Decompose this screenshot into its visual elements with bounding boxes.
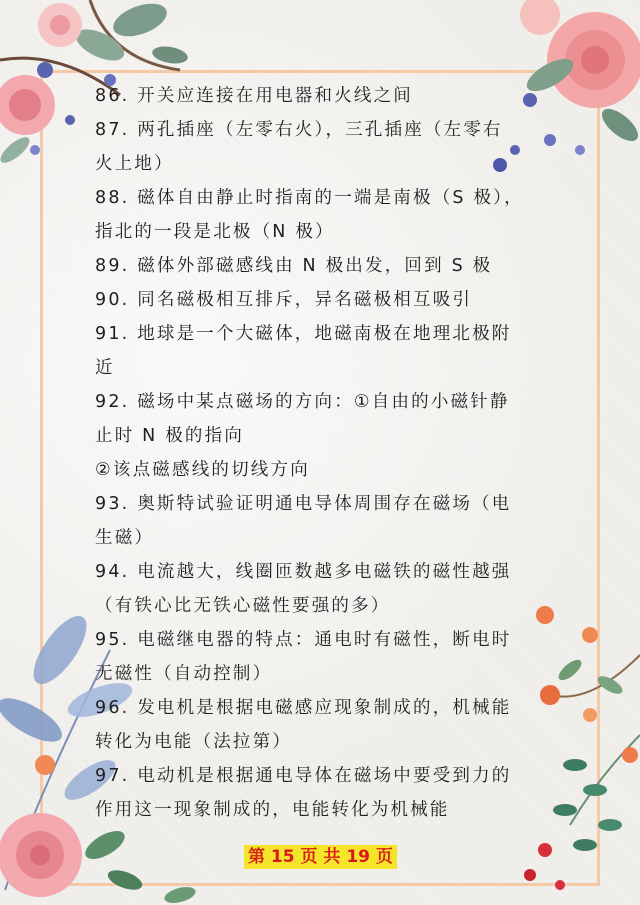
text-line: 转化为电能（法拉第） <box>95 732 292 752</box>
text-line: 92. 磁场中某点磁场的方向：①自由的小磁针静 <box>95 392 510 412</box>
text-line: 96. 发电机是根据电磁感应现象制成的，机械能 <box>95 698 512 718</box>
text-line: 86. 开关应连接在用电器和火线之间 <box>95 86 413 106</box>
text-body <box>95 82 565 830</box>
text-line: 90. 同名磁极相互排斥，异名磁极相互吸引 <box>95 290 473 310</box>
text-line: 近 <box>95 358 115 378</box>
text-line: 生磁） <box>95 528 155 548</box>
page-number: 第 15 页 共 19 页 <box>244 845 397 869</box>
text-line: 97. 电动机是根据通电导体在磁场中要受到力的 <box>95 766 512 786</box>
text-line: 94. 电流越大，线圈匝数越多电磁铁的磁性越强 <box>95 562 512 582</box>
text-line: 无磁性（自动控制） <box>95 664 273 684</box>
text-line: ②该点磁感线的切线方向 <box>95 460 310 480</box>
text-line: 89. 磁体外部磁感线由 N 极出发，回到 S 极 <box>95 256 493 276</box>
text-line: 91. 地球是一个大磁体，地磁南极在地理北极附 <box>95 324 512 344</box>
text-line: 93. 奥斯特试验证明通电导体周围存在磁场（电 <box>95 494 512 514</box>
text-line: 作用这一现象制成的，电能转化为机械能 <box>95 800 450 820</box>
text-line: 95. 电磁继电器的特点：通电时有磁性，断电时 <box>95 630 512 650</box>
text-line: 止时 N 极的指向 <box>95 426 245 446</box>
text-line: 火上地） <box>95 154 174 174</box>
text-line: 87. 两孔插座（左零右火），三孔插座（左零右 <box>95 120 503 140</box>
text-line: 指北的一段是北极（N 极） <box>95 222 335 242</box>
text-line: 88. 磁体自由静止时指南的一端是南极（S 极）， <box>95 188 524 208</box>
text-line: （有铁心比无铁心磁性要强的多） <box>95 596 391 616</box>
